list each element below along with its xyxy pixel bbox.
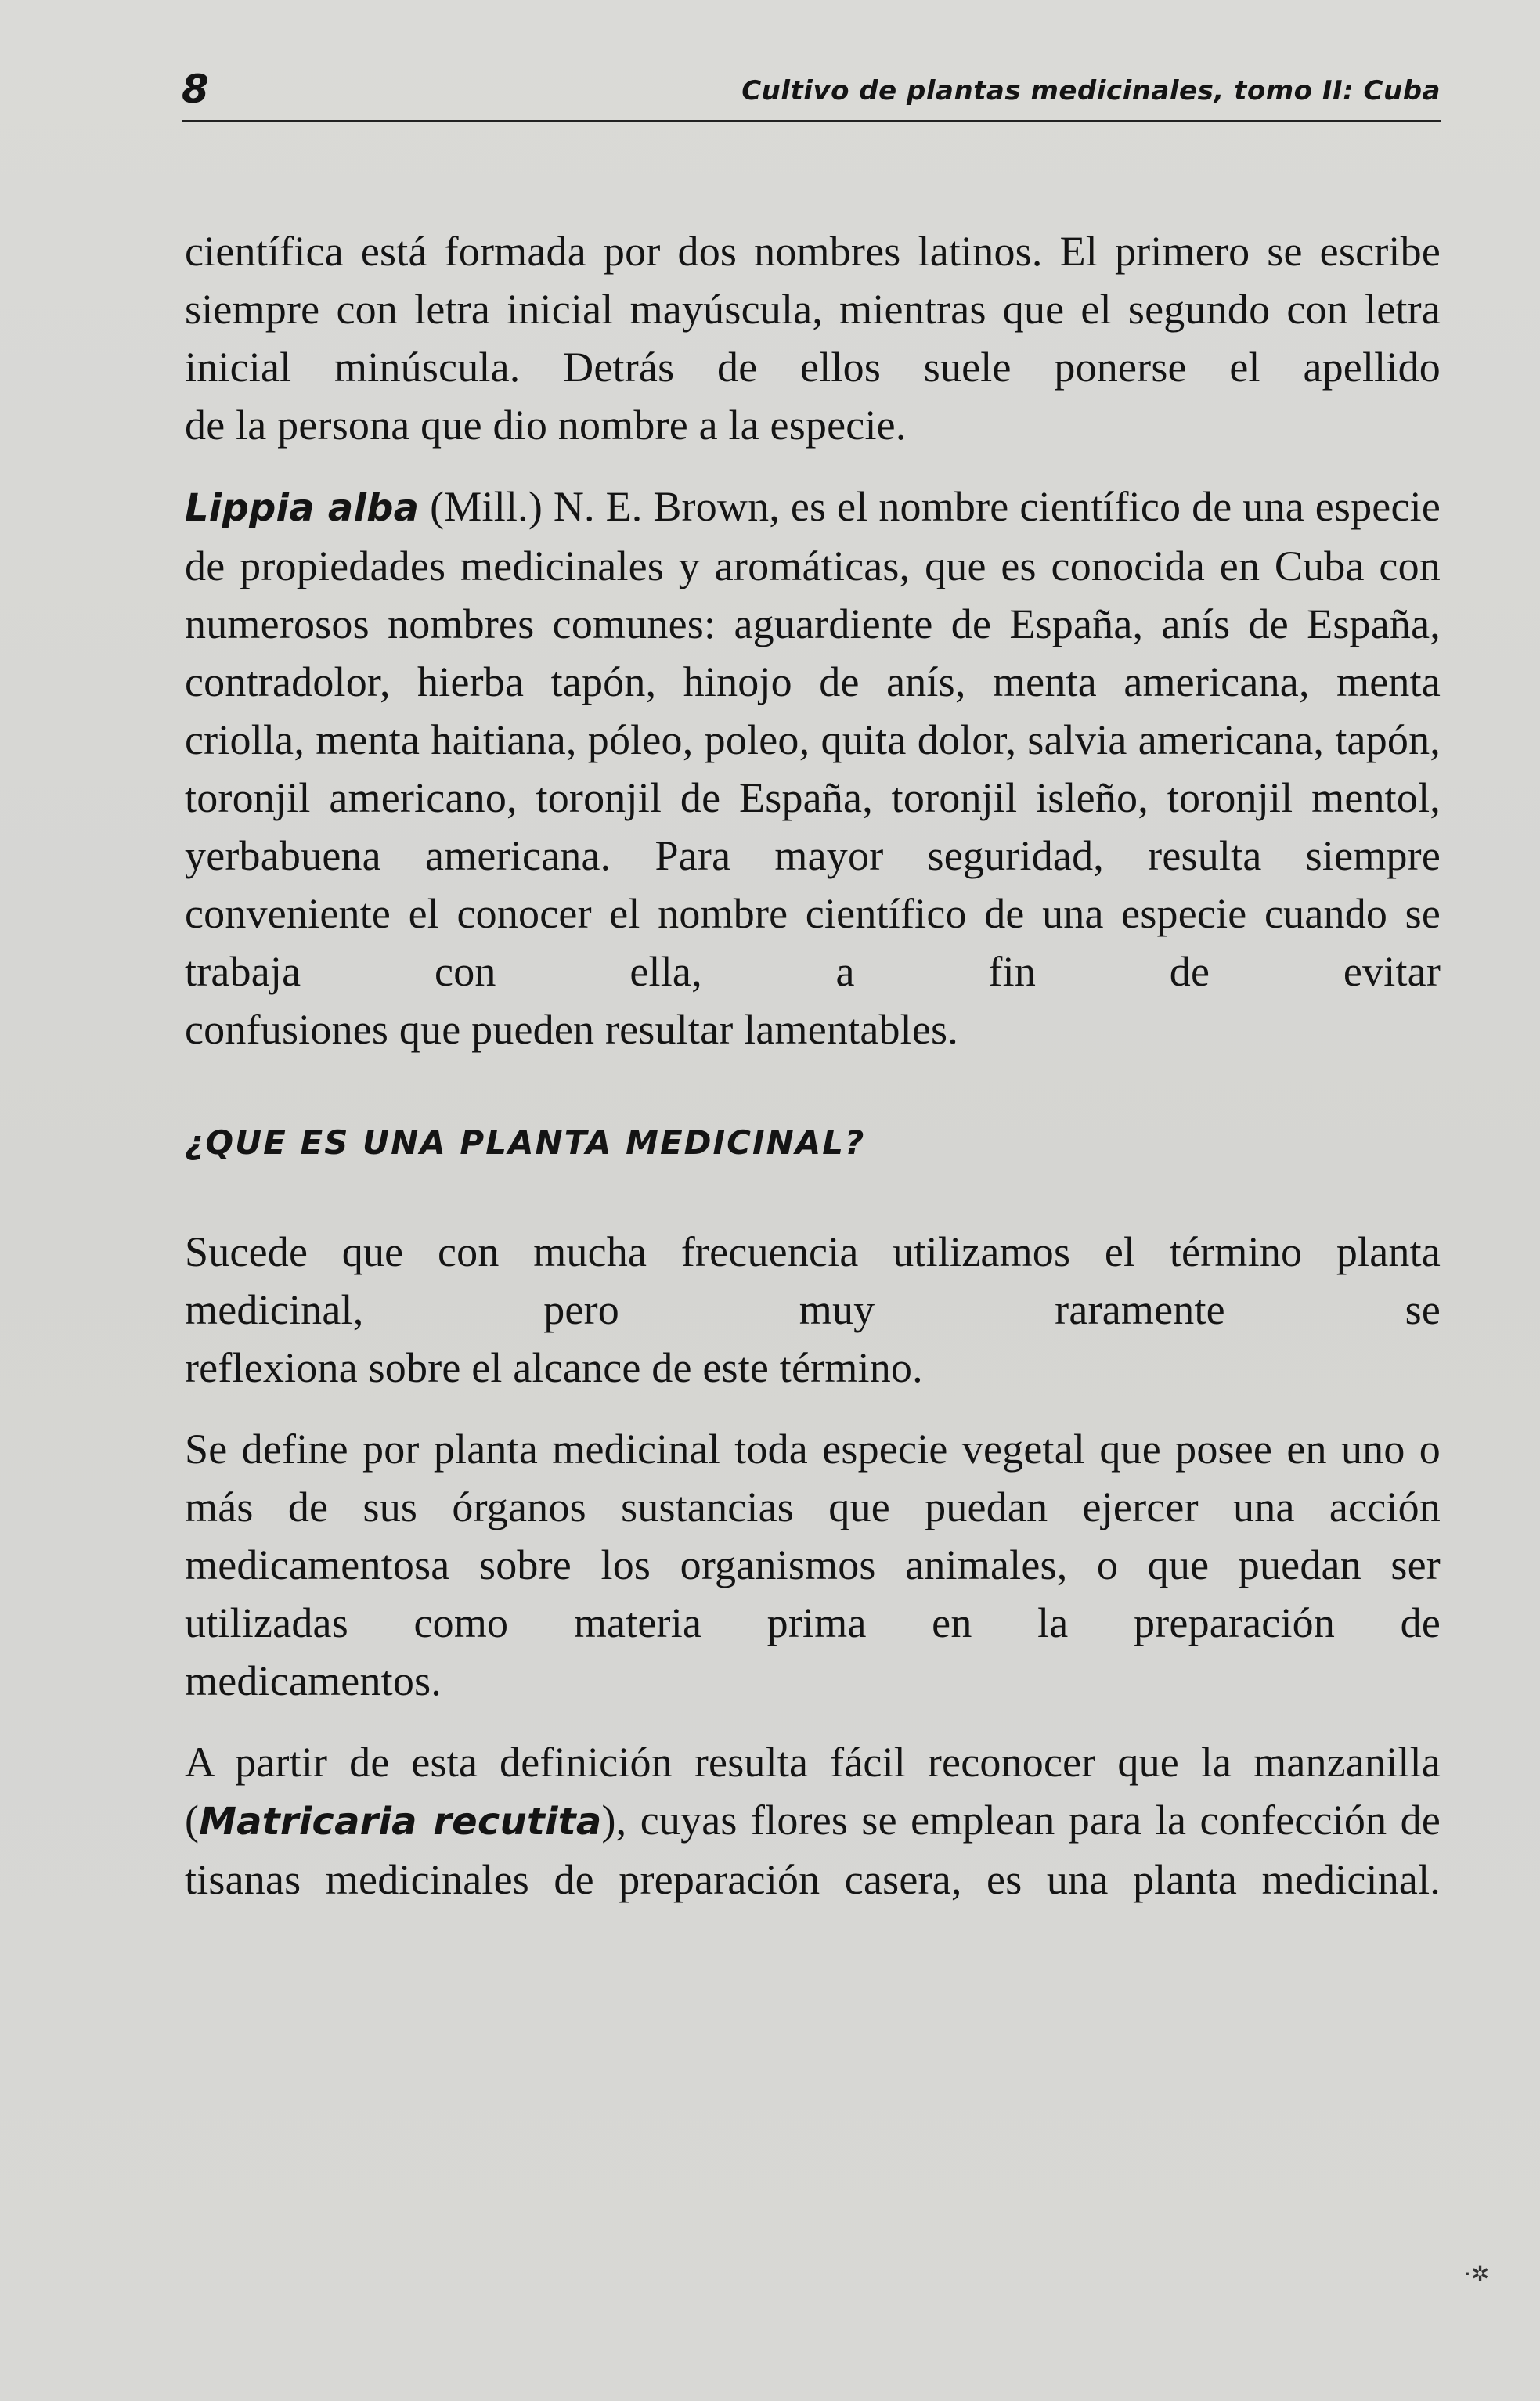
paragraph-4-last-line: medicamentos.	[185, 1657, 442, 1704]
running-title: Cultivo de plantas medicinales, tomo II: Cuba	[741, 75, 1441, 106]
paragraph-3-text: Sucede que con mucha frecuencia utilizamos el término planta medicinal, pero muy raramente se	[185, 1228, 1441, 1333]
body-text	[185, 222, 1441, 1909]
paragraph-1-text: científica está formada por dos nombres latinos. El primero se escribe siempre con letra inicial mayúscula, mientras que el segundo con letra inicial minúscula. Detrás de ellos suele ponerse el apellido	[185, 228, 1441, 391]
paragraph-4-text: Se define por planta medicinal toda especie vegetal que posee en uno o más de sus órganos sustancias que puedan ejercer una acción medicamentosa sobre los organismos animales, o que puedan ser utilizadas como materia prima en la preparación de	[185, 1426, 1441, 1646]
paragraph-3-last-line: reflexiona sobre el alcance de este término.	[185, 1344, 923, 1391]
paragraph-5-text-after: ), cuyas flores se emplean para la confección de tisanas medicinales de preparación casera, es una planta medicinal.	[185, 1797, 1441, 1903]
paragraph-2-text: (Mill.) N. E. Brown, es el nombre científico de una especie de propiedades medicinales y aromáticas, que es conocida en Cuba con numerosos nombres comunes: aguardiente de España, anís de España, contradolor, hierba tapón, hinojo de anís, menta americana, menta criolla, menta haitiana, póleo, poleo, quita dolor, salvia americana, tapón, toronjil americano, toronjil de España, toronjil isleño, toronjil mentol, yerbabuena americana. Para mayor seguridad, resulta siempre conveniente el conocer el nombre científico de una especie cuando se trabaja con ella, a fin de evitar	[185, 483, 1441, 995]
paragraph-3	[185, 1223, 1441, 1397]
paragraph-5	[185, 1733, 1441, 1909]
paragraph-4	[185, 1420, 1441, 1710]
paragraph-2	[185, 478, 1441, 1058]
species-name-lippia: Lippia alba	[185, 486, 420, 530]
paragraph-1-last-line: de la persona que dio nombre a la especie.	[185, 402, 907, 449]
page-header	[182, 61, 1441, 117]
margin-mark: ·✲	[1464, 2261, 1490, 2287]
paragraph-2-last-line: confusiones que pueden resultar lamentables.	[185, 1006, 958, 1053]
page-number: 8	[182, 67, 209, 112]
section-heading: ¿QUE ES UNA PLANTA MEDICINAL?	[185, 1123, 866, 1162]
paragraph-5-text-before: A partir de esta definición resulta fácil reconocer que la manzanilla (	[185, 1739, 1441, 1844]
paragraph-1	[185, 222, 1441, 454]
header-rule	[182, 120, 1441, 122]
species-name-matricaria: Matricaria recutita	[199, 1800, 602, 1844]
